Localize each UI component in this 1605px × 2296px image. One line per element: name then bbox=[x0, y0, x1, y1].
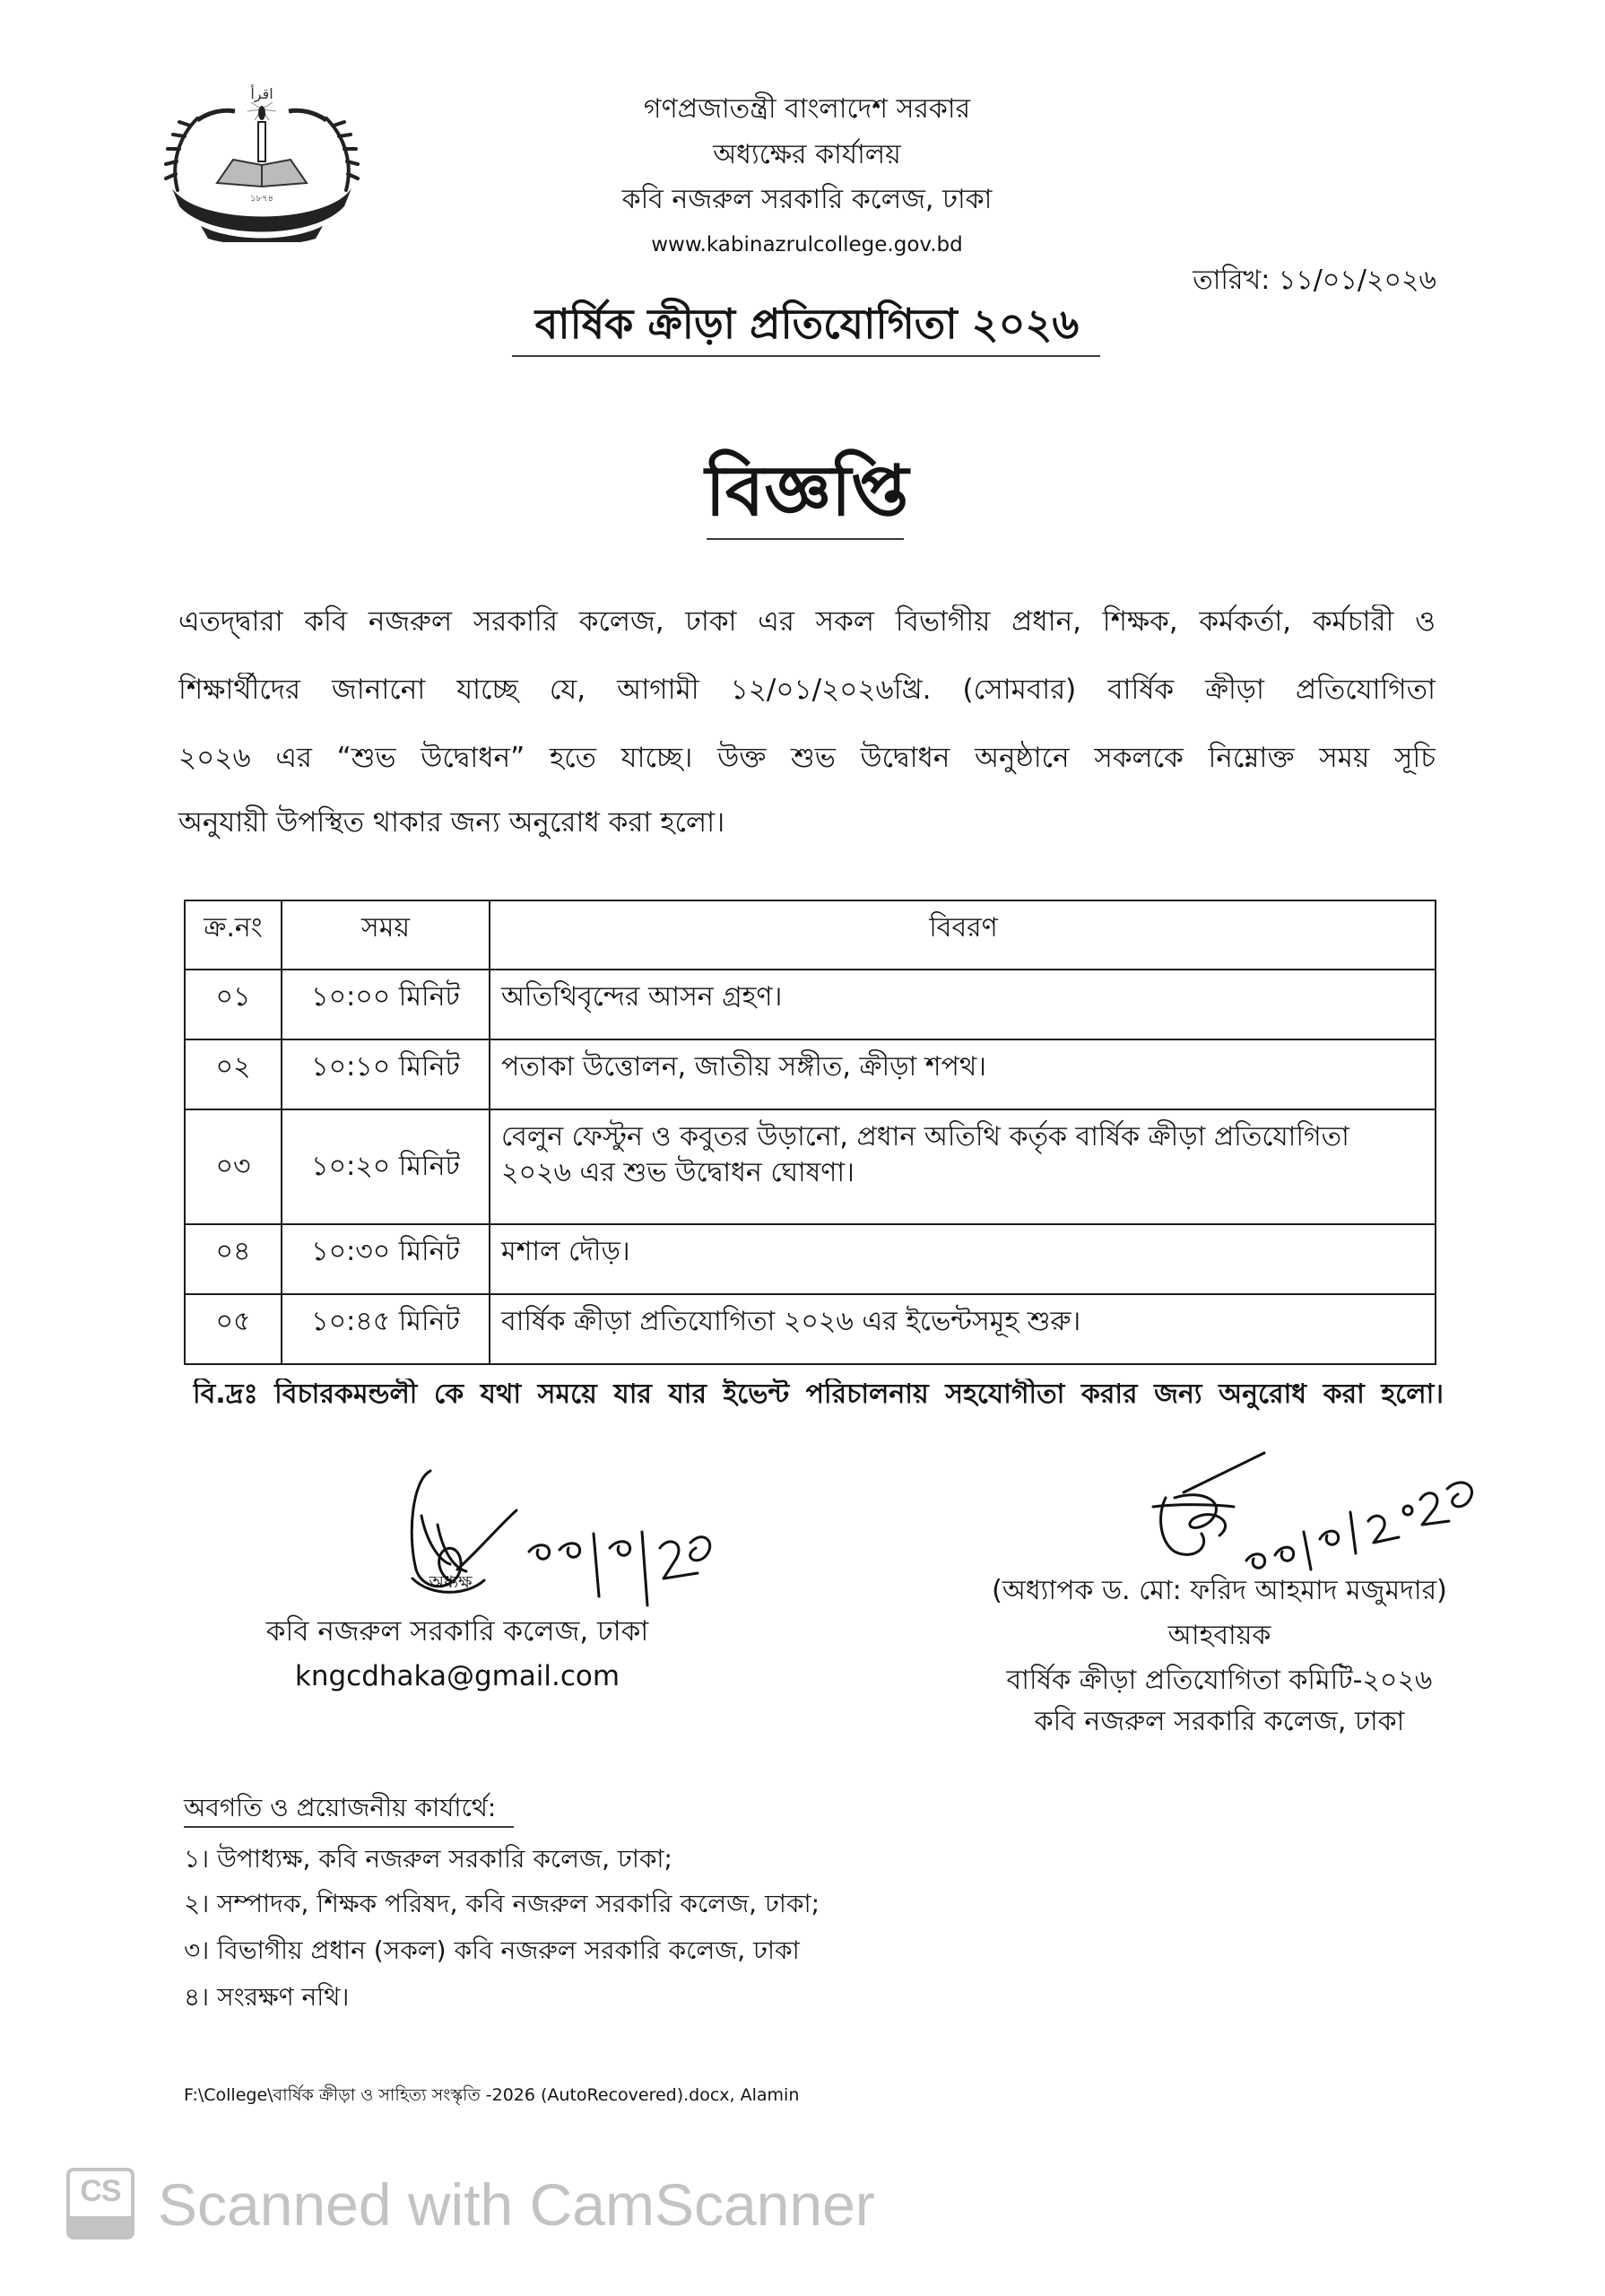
header-website-link[interactable]: www.kabinazrulcollege.gov.bd bbox=[651, 233, 963, 257]
schedule-table bbox=[184, 900, 1436, 1365]
cell-time: ১০:৩০ মিনিট bbox=[282, 1224, 490, 1294]
body-paragraph-line: ২০২৬ এর “শুভ উদ্বোধন” হতে যাচ্ছে। উক্ত শুভ উদ্বোধন অনুষ্ঠানে সকলকে নিম্নোক্ত সময় সূচি bbox=[178, 742, 1436, 774]
principal-college: কবি নজরুল সরকারি কলেজ, ঢাকা bbox=[265, 1615, 649, 1648]
event-title-underline bbox=[512, 355, 1100, 357]
table-row bbox=[185, 1039, 1436, 1109]
table-row bbox=[185, 1294, 1436, 1364]
camscanner-icon-label: CS bbox=[80, 2174, 121, 2208]
cell-time: ১০:৪৫ মিনিট bbox=[282, 1294, 490, 1364]
body-paragraph-line: অনুযায়ী উপস্থিত থাকার জন্য অনুরোধ করা হলো। bbox=[178, 806, 725, 839]
cell-serial: ০৫ bbox=[185, 1294, 282, 1364]
table-row bbox=[185, 1109, 1436, 1224]
distribution-item: ২। সম্পাদক, শিক্ষক পরিষদ, কবি নজরুল সরকারি কলেজ, ঢাকা; bbox=[184, 1889, 820, 1918]
distribution-heading-underline bbox=[184, 1826, 514, 1828]
body-paragraph-line: এতদ্দ্বারা কবি নজরুল সরকারি কলেজ, ঢাকা এর সকল বিভাগীয় প্রধান, শিক্ষক, কর্মকর্তা, কর্মচারী ও bbox=[178, 605, 1436, 638]
file-path-footer: F:\College\বার্ষিক ক্রীড়া ও সাহিত্য সংস্কৃতি -2026 (AutoRecovered).docx, Alamin bbox=[184, 2085, 800, 2105]
header-college-line: কবি নজরুল সরকারি কলেজ, ঢাকা bbox=[621, 184, 993, 215]
header-office-line: অধ্যক্ষের কার্যালয় bbox=[713, 139, 901, 170]
table-row bbox=[185, 1224, 1436, 1294]
cell-time: ১০:১০ মিনিট bbox=[282, 1039, 490, 1109]
header-government-line: গণপ্রজাতন্ত্রী বাংলাদেশ সরকার bbox=[643, 93, 971, 125]
camscanner-icon-bar bbox=[70, 2216, 131, 2236]
column-header-serial: ক্র.নং bbox=[185, 900, 282, 970]
column-header-time: সময় bbox=[282, 900, 490, 970]
convener-name: (অধ্যাপক ড. মো: ফরিদ আহমাদ মজুমদার) bbox=[992, 1575, 1447, 1606]
cell-description: পতাকা উত্তোলন, জাতীয় সঙ্গীত, ক্রীড়া শপথ। bbox=[490, 1039, 1436, 1109]
convener-committee: বার্ষিক ক্রীড়া প্রতিযোগিতা কমিটি-২০২৬ bbox=[1006, 1665, 1433, 1696]
svg-text:১৮৭৪: ১৮৭৪ bbox=[250, 194, 273, 204]
distribution-item: ১। উপাধ্যক্ষ, কবি নজরুল সরকারি কলেজ, ঢাকা; bbox=[184, 1844, 672, 1874]
cell-description-line: ২০২৬ এর শুভ উদ্বোধন ঘোষণা। bbox=[501, 1157, 855, 1188]
college-emblem-logo bbox=[161, 83, 362, 242]
table-header-row bbox=[185, 900, 1436, 970]
principal-designation: অধ্যক্ষ bbox=[429, 1572, 473, 1592]
cell-description: বার্ষিক ক্রীড়া প্রতিযোগিতা ২০২৬ এর ইভেন্টসমূহ শুরু। bbox=[490, 1294, 1436, 1364]
note-line: বি.দ্রঃ বিচারকমন্ডলী কে যথা সময়ে যার যার ইভেন্ট পরিচালনায় সহযোগীতা করার জন্য অনুরোধ করা হলো। bbox=[193, 1378, 1444, 1410]
cell-description bbox=[490, 1109, 1436, 1224]
event-title: বার্ষিক ক্রীড়া প্রতিযোগিতা ২০২৬ bbox=[534, 300, 1080, 348]
cell-time: ১০:০০ মিনিট bbox=[282, 970, 490, 1039]
logo-arabic-text: اقرأ bbox=[250, 85, 273, 102]
convener-college: কবি নজরুল সরকারি কলেজ, ঢাকা bbox=[1034, 1706, 1405, 1737]
cell-serial: ০৪ bbox=[185, 1224, 282, 1294]
camscanner-watermark-text: Scanned with CamScanner bbox=[158, 2171, 875, 2238]
notice-heading-underline bbox=[707, 538, 904, 540]
table-row bbox=[185, 970, 1436, 1039]
cell-serial: ০৩ bbox=[185, 1109, 282, 1224]
cell-description-line: বেলুন ফেস্টুন ও কবুতর উড়ানো, প্রধান অতিথি কর্তৃক বার্ষিক ক্রীড়া প্রতিযোগিতা bbox=[501, 1121, 1349, 1152]
cell-serial: ০২ bbox=[185, 1039, 282, 1109]
body-paragraph-line: শিক্ষার্থীদের জানানো যাচ্ছে যে, আগামী ১২/০১/২০২৬খ্রি. (সোমবার) বার্ষিক ক্রীড়া প্রতিযোগিতা bbox=[178, 674, 1436, 706]
column-header-description: বিবরণ bbox=[490, 900, 1436, 970]
camscanner-logo-icon bbox=[66, 2168, 134, 2239]
convener-role: আহবায়ক bbox=[1167, 1620, 1271, 1651]
cell-description: অতিথিবৃন্দের আসন গ্রহণ। bbox=[490, 970, 1436, 1039]
cell-serial: ০১ bbox=[185, 970, 282, 1039]
distribution-item: ৪। সংরক্ষণ নথি। bbox=[184, 1982, 350, 2012]
principal-email-link[interactable]: kngcdhaka@gmail.com bbox=[294, 1660, 620, 1692]
distribution-item: ৩। বিভাগীয় প্রধান (সকল) কবি নজরুল সরকারি কলেজ, ঢাকা bbox=[184, 1935, 800, 1965]
notice-heading: বিজ্ঞপ্তি bbox=[705, 451, 909, 532]
cell-time: ১০:২০ মিনিট bbox=[282, 1109, 490, 1224]
notice-date: তারিখ: ১১/০১/২০২৬ bbox=[1193, 265, 1436, 296]
convener-signature bbox=[1148, 1435, 1488, 1578]
cell-description: মশাল দৌড়। bbox=[490, 1224, 1436, 1294]
distribution-heading: অবগতি ও প্রয়োজনীয় কার্যার্থে: bbox=[184, 1793, 497, 1822]
